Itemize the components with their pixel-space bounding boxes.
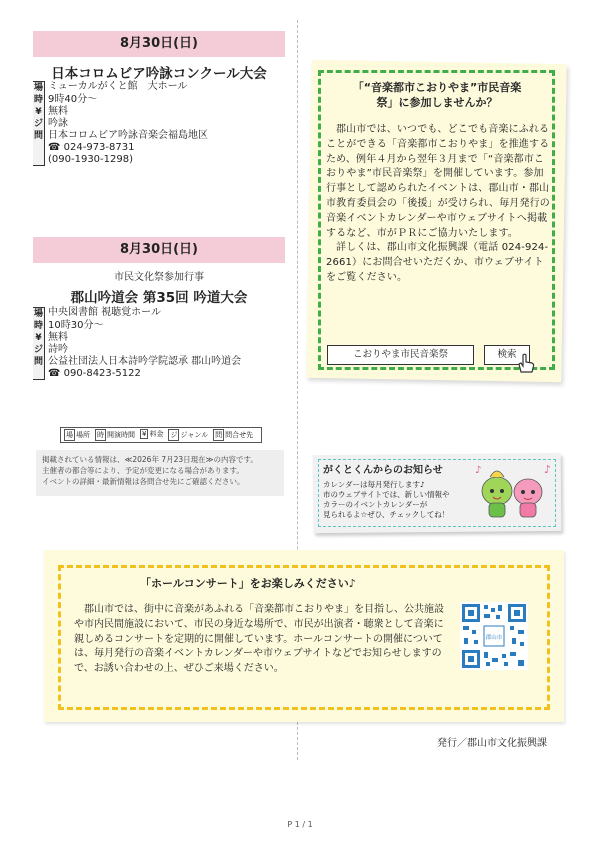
detail-text: ☎ 024-973-8731: [48, 142, 135, 153]
event2-date-band: 8月30日(日): [33, 237, 285, 263]
title-line: 祭」に参加しませんか？: [376, 96, 498, 109]
publisher: 発行／郡山市文化振興課: [437, 738, 547, 749]
mascot-characters-icon: [472, 461, 554, 525]
music-city-title: [332, 80, 542, 110]
detail-icon: [33, 368, 45, 380]
detail-icon: 問: [33, 357, 43, 367]
event-detail-row: [33, 332, 285, 344]
icon-legend: [60, 427, 262, 443]
event-detail-row: [33, 94, 285, 106]
legend-icon: ジ: [170, 431, 178, 439]
gakutokun-title: がくとくんからのお知らせ: [323, 465, 443, 476]
event2-subtitle: 市民文化祭参加行事: [114, 272, 204, 283]
detail-text: 10時30分～: [48, 320, 104, 331]
detail-icon: ジ: [33, 119, 43, 129]
qr-label: 郡山市: [485, 635, 503, 641]
event-detail-row: [33, 356, 285, 368]
event-detail-row: [33, 154, 285, 166]
page-number: P 1 / 1: [287, 820, 313, 829]
notice-line: イベントの詳細・最新情報は各問合せ先にご確認ください。: [42, 477, 245, 486]
detail-icon: 問: [33, 131, 43, 141]
detail-text: 9時40分～: [48, 94, 98, 105]
event-detail-row: [33, 142, 285, 154]
detail-text: 公益社団法人日本詩吟学院認承 郡山吟道会: [48, 356, 242, 367]
event2-details: [33, 307, 285, 380]
detail-icon: ジ: [33, 345, 43, 355]
detail-text: 無料: [48, 106, 68, 117]
event-detail-row: [33, 81, 285, 94]
hall-concert-title: 「ホールコンサート」をお楽しみください♪: [140, 577, 356, 590]
event1-date-band: 8月30日(日): [33, 31, 285, 57]
legend-label: 開演時間: [107, 431, 135, 439]
legend-label: 問合せ先: [225, 431, 254, 439]
event-detail-row: [33, 344, 285, 356]
legend-item: [168, 429, 208, 441]
detail-text: ミューカルがくと館 大ホール: [48, 81, 188, 92]
legend-item: [213, 429, 253, 441]
event1-title: 日本コロムビア吟詠コンクール大会: [51, 66, 267, 82]
gakutokun-body: [323, 480, 473, 520]
gakutokun-line: 市のウェブサイトでは、新しい情報や: [323, 490, 450, 499]
detail-icon: [33, 154, 45, 166]
info-notice: [36, 450, 284, 496]
svg-text:♪: ♪: [544, 463, 552, 476]
legend-label: 場所: [76, 431, 90, 439]
event-detail-row: [33, 106, 285, 118]
detail-text: 吟詠: [48, 118, 68, 129]
gakutokun-line: カラーのイベントカレンダーが: [323, 500, 428, 509]
detail-icon: 場: [33, 83, 43, 93]
legend-icon: 場: [66, 431, 73, 439]
detail-text: 詩吟: [48, 344, 68, 355]
title-line: 「“音楽都市こおりやま”市民音楽: [352, 81, 522, 94]
search-query-box[interactable]: こおりやま市民音楽祭: [327, 345, 474, 365]
event-detail-row: [33, 368, 285, 380]
legend-item: [64, 429, 90, 441]
event2-title: 郡山吟道会 第35回 吟道大会: [70, 290, 248, 306]
legend-label: ジャンル: [180, 431, 209, 439]
music-city-para: 郡山市では、いつでも、どこでも音楽にふれることができる「音楽都市こおりやま」を推進するため、例年４月から翌年３月まで「“音楽都市こおりやま”市民音楽祭」を開催しています。参加行事として認められたイベントは、郡山市・郡山市教育委員会の「後援」が受けられ、毎月発行の音楽イベントカレンダーや市ウェブサイトへ掲載するなど、市がＰＲにご協力いたします。: [326, 124, 550, 239]
hall-concert-para: 郡山市では、街中に音楽があふれる「音楽都市こおりやま」を目指し、公共施設や市内民間施設において、市民の身近な場所で、市民が出演者・聴衆として音楽に親しめるコンサートを定期的に開催しています。ホールコンサートの開催については、毎月発行の音楽イベントカレンダーや市ウェブサイトなどでお知らせしますので、お誘い合わせの上、ぜひご来場ください。: [74, 604, 444, 675]
detail-icon: 時: [33, 321, 43, 331]
legend-icon: 問: [215, 431, 223, 439]
detail-text: 日本コロムビア吟詠音楽会福島地区: [48, 130, 208, 141]
music-city-para: 詳しくは、郡山市文化振興課（電話 024-924-2661）にお問合せいただくか、市ウェブサイトをご覧ください。: [326, 242, 549, 283]
detail-icon: 場: [33, 309, 43, 319]
detail-icon: [33, 142, 45, 154]
detail-text: 無料: [48, 332, 68, 343]
detail-icon: ¥: [33, 332, 45, 344]
gakutokun-line: カレンダーは毎月発行します♪: [323, 480, 425, 489]
legend-icon: 時: [97, 431, 104, 439]
gakutokun-line: 見られるよ☆ぜひ、チェックしてね！: [323, 510, 450, 519]
hand-cursor-icon: [515, 352, 537, 374]
event-detail-row: [33, 307, 285, 320]
hall-concert-body: [74, 603, 448, 677]
legend-item: [95, 429, 135, 441]
notice-line: 主催者の都合等により、予定が変更になる場合があります。: [42, 466, 244, 475]
event-detail-row: [33, 320, 285, 332]
qr-code-icon[interactable]: [460, 602, 528, 670]
detail-icon: 時: [33, 95, 43, 105]
music-city-body: [326, 123, 550, 286]
legend-item: [140, 429, 163, 441]
event-detail-row: [33, 130, 285, 142]
detail-text: ☎ 090-8423-5122: [48, 368, 141, 379]
detail-text: 中央図書館 視聴覚ホール: [48, 307, 161, 318]
notice-line: 掲載されている情報は、≪2026年 7月23日現在≫の内容です。: [42, 455, 258, 464]
svg-text:♪: ♪: [475, 465, 482, 476]
legend-icon: ¥: [142, 430, 147, 438]
event1-details: [33, 81, 285, 166]
detail-icon: ¥: [33, 106, 45, 118]
detail-text: (090-1930-1298): [48, 154, 134, 165]
event-detail-row: [33, 118, 285, 130]
search-button[interactable]: 検索: [484, 345, 530, 365]
legend-label: 料金: [149, 430, 164, 438]
